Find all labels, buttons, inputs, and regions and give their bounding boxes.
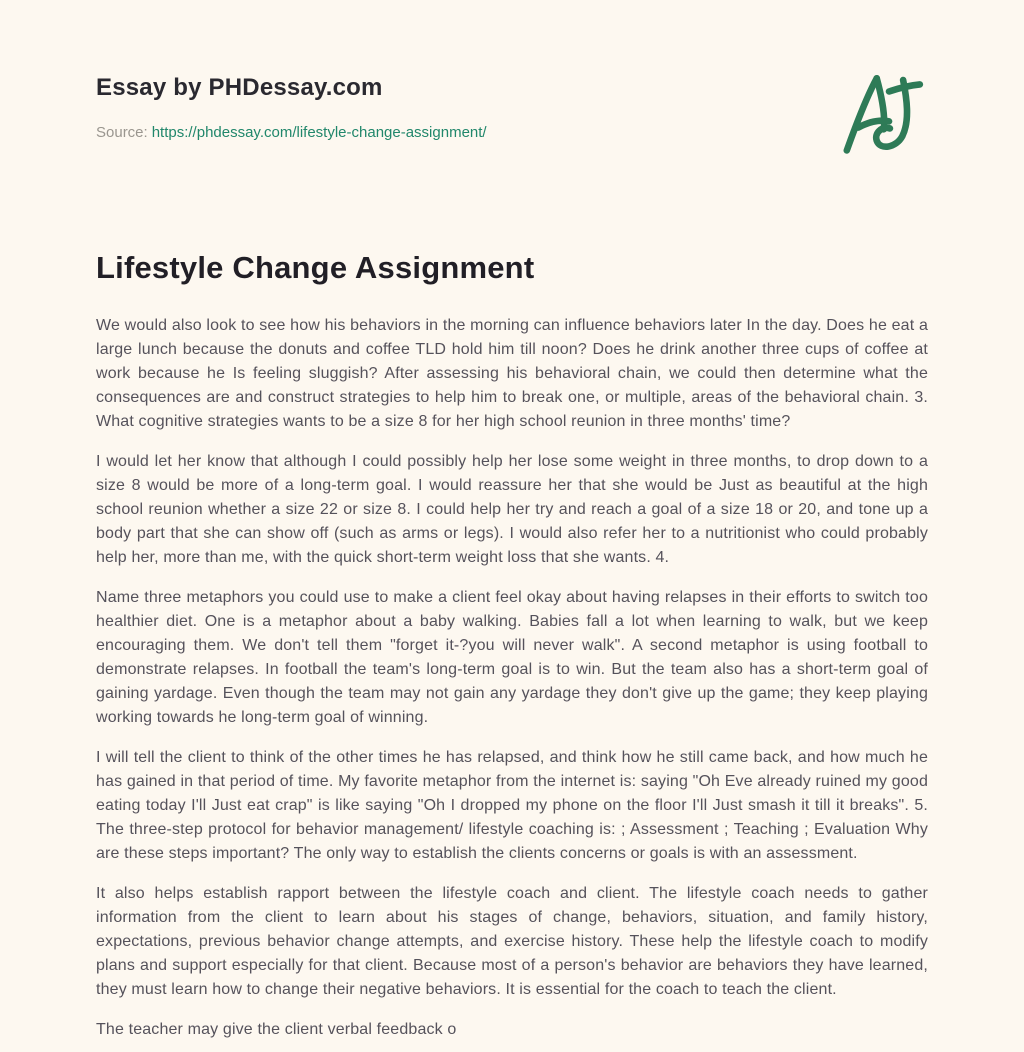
essay-paragraph: We would also look to see how his behaviors in the morning can influence behaviors later In the day. Does he eat a large lunch because the donuts and coffee TLD hold him till noon? Does he drink another three cups of coffee at work because he Is feeling sluggish? After assessing his behavioral chain, we could then determine what the consequences are and construct strategies to help him to break one, or multiple, areas of the behavioral chain. 3. What cognitive strategies wants to be a size 8 for her high school reunion in three months' time? [96,317,928,430]
essay-paragraph: The teacher may give the client verbal feedback o [96,1021,457,1038]
essay-body [96,314,928,1042]
source-url-link[interactable]: https://phdessay.com/lifestyle-change-assignment/ [151,124,487,141]
source-label: Source: [96,124,148,141]
essay-paragraph: It also helps establish rapport between the lifestyle coach and client. The lifestyle coach needs to gather information from the client to learn about his stages of change, behaviors, situation, and family history, expectations, previous behavior change attempts, and exercise history. These help the lifestyle coach to modify plans and support especially for that client. Because most of a person's behavior are behaviors they have learned, they must learn how to change their negative behaviors. It is essential for the coach to teach the client. [96,885,928,998]
site-title: Essay by PHDessay.com [96,74,383,101]
essay-paragraph: I will tell the client to think of the other times he has relapsed, and think how he still came back, and how much he has gained in that period of time. My favorite metaphor from the internet is: saying "Oh Eve already ruined my good eating today I'll Just eat crap" is like saying "Oh I dropped my phone on the floor I'll Just smash it till it breaks". 5. The three-step protocol for behavior management/ lifestyle coaching is: ; Assessment ; Teaching ; Evaluation Why are these steps important? The only way to establish the clients concerns or goals is with an assessment. [96,749,928,862]
a-plus-logo-icon [838,70,926,164]
source-line [96,124,487,141]
essay-paragraph: Name three metaphors you could use to make a client feel okay about having relapses in their efforts to switch too healthier diet. One is a metaphor about a baby walking. Babies fall a lot when learning to walk, but we keep encouraging them. We don't tell them "forget it-?you will never walk". A second metaphor is using football to demonstrate relapses. In football the team's long-term goal is to win. But the team also has a short-term goal of gaining yardage. Even though the team may not gain any yardage they don't give up the game; they keep playing working towards he long-term goal of winning. [96,589,928,726]
header-text-block [96,74,487,141]
essay-title: Lifestyle Change Assignment [96,250,535,285]
page-header [96,74,928,164]
essay-paragraph: I would let her know that although I could possibly help her lose some weight in three months, to drop down to a size 8 would be more of a long-term goal. I would reassure her that she would be Just as beautiful at the high school reunion whether a size 22 or size 8. I could help her try and reach a goal of a size 18 or 20, and tone up a body part that she can show off (such as arms or legs). I would also refer her to a nutritionist who could probably help her, more than me, with the quick short-term weight loss that she wants. 4. [96,453,928,566]
